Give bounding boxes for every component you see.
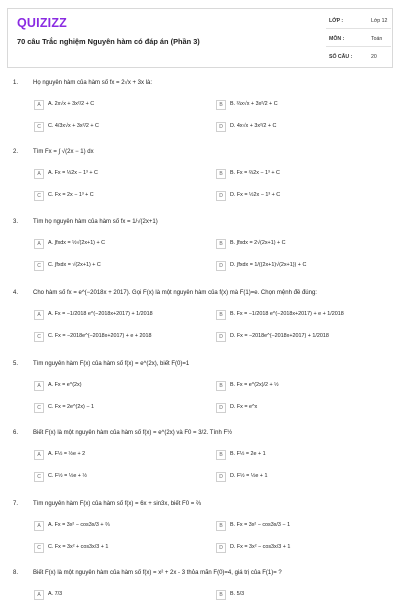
option-letter-box[interactable]: B (216, 521, 226, 531)
question-text: Cho hàm số fx = e^(−2018x + 2017). Gọi F(x) là một nguyên hàm của f(x) mà F(1)=e. Chọn mệnh đề đúng: (33, 290, 317, 296)
question-text: Tìm nguyên hàm F(x) của hàm số f(x) = e^(2x), biết F(0)=1 (33, 361, 190, 367)
answer-option-d[interactable] (216, 122, 386, 132)
answer-option-a[interactable] (34, 590, 204, 600)
option-text: B. Fx = e^(2x)/2 + ½ (230, 382, 279, 388)
option-letter-box[interactable]: A (34, 521, 44, 531)
option-letter-box[interactable]: D (216, 261, 226, 271)
option-letter-box[interactable]: A (34, 450, 44, 460)
option-text: B. Fx = 3x² − cos3x/3 − 1 (230, 522, 291, 528)
option-text: A. Fx = 3x² − cos3x/3 + ⅔ (48, 522, 110, 528)
answer-option-c[interactable] (34, 332, 204, 342)
option-text: D. F½ = ½e + 1 (230, 473, 268, 479)
option-text: C. Fx = 3x² + cos3x/3 + 1 (48, 544, 109, 550)
option-letter-box[interactable]: C (34, 472, 44, 482)
option-text: A. F½ = ½e + 2 (48, 451, 86, 457)
answer-option-a[interactable] (34, 381, 204, 391)
answer-option-d[interactable] (216, 332, 386, 342)
option-text: D. 4x√x + 3x²/2 + C (230, 123, 277, 129)
meta-value: Lớp 12 (371, 18, 388, 24)
question-text: Biết F(x) là một nguyên hàm của hàm số f(x) = e^(2x) và F0 = 3/2. Tính F½ (33, 430, 233, 436)
answer-option-d[interactable] (216, 472, 386, 482)
option-text: C. F½ = ½e + ½ (48, 473, 87, 479)
answer-option-d[interactable] (216, 403, 386, 413)
option-letter-box[interactable]: C (34, 332, 44, 342)
answer-option-a[interactable] (34, 239, 204, 249)
option-text: C. Fx = 2e^(2x) − 1 (48, 404, 94, 410)
answer-option-c[interactable] (34, 122, 204, 132)
answer-option-b[interactable] (216, 310, 386, 320)
answer-option-d[interactable] (216, 191, 386, 201)
option-text: D. Fx = ½2x − 1³ + C (230, 192, 281, 198)
option-text: D. ∫fxdx = 1/((2x+1)√(2x+1)) + C (230, 262, 307, 268)
option-letter-box[interactable]: C (34, 543, 44, 553)
option-letter-box[interactable]: D (216, 332, 226, 342)
answer-option-c[interactable] (34, 191, 204, 201)
option-letter-box[interactable]: D (216, 191, 226, 201)
option-text: C. Fx = −2018e^(−2018x+2017) + e + 2018 (48, 333, 152, 339)
answer-option-b[interactable] (216, 521, 386, 531)
question-number: 5. (13, 361, 19, 367)
answer-option-d[interactable] (216, 543, 386, 553)
option-text: A. ∫fxdx = ½√(2x+1) + C (48, 240, 106, 246)
option-letter-box[interactable]: B (216, 310, 226, 320)
meta-row-class (326, 11, 393, 29)
option-letter-box[interactable]: C (34, 191, 44, 201)
option-text: B. ∫fxdx = 2√(2x+1) + C (230, 240, 286, 246)
meta-value: 20 (371, 54, 377, 60)
question-text: Tìm Fx = ∫ √(2x − 1) dx (33, 149, 94, 155)
option-letter-box[interactable]: B (216, 239, 226, 249)
option-letter-box[interactable]: A (34, 590, 44, 600)
question-text: Tìm họ nguyên hàm của hàm số fx = 1/√(2x+1) (33, 219, 158, 225)
worksheet-header (7, 8, 393, 68)
option-text: A. 7/3 (48, 591, 63, 597)
option-text: B. Fx = ⅔2x − 1³ + C (230, 170, 280, 176)
question-text: Tìm nguyên hàm F(x) của hàm số f(x) = 6x + sin3x, biết F0 = ⅔ (33, 501, 201, 507)
option-text: B. Fx = −1/2018 e^(−2018x+2017) + e + 1/2018 (230, 311, 344, 317)
meta-label: MÔN : (329, 36, 345, 42)
option-letter-box[interactable]: A (34, 381, 44, 391)
option-letter-box[interactable]: B (216, 450, 226, 460)
option-text: D. Fx = e^x (230, 404, 258, 410)
question-number: 1. (13, 80, 19, 86)
option-text: B. 5/3 (230, 591, 245, 597)
option-letter-box[interactable]: C (34, 403, 44, 413)
option-text: B. ⅔x√x + 3x²/2 + C (230, 101, 278, 107)
question-number: 7. (13, 501, 19, 507)
quizizz-logo: QUIZIZZ (17, 16, 68, 30)
answer-option-a[interactable] (34, 450, 204, 460)
answer-option-d[interactable] (216, 261, 386, 271)
option-letter-box[interactable]: D (216, 543, 226, 553)
option-letter-box[interactable]: D (216, 122, 226, 132)
page-title: 70 câu Trắc nghiệm Nguyên hàm có đáp án (Phần 3) (17, 37, 200, 46)
option-letter-box[interactable]: D (216, 403, 226, 413)
answer-option-b[interactable] (216, 450, 386, 460)
option-letter-box[interactable]: A (34, 310, 44, 320)
option-letter-box[interactable]: A (34, 100, 44, 110)
answer-option-c[interactable] (34, 472, 204, 482)
meta-label: LỚP : (329, 18, 344, 24)
meta-row-count (326, 47, 393, 65)
worksheet-meta (326, 9, 393, 67)
meta-row-subject (326, 29, 393, 47)
option-letter-box[interactable]: B (216, 590, 226, 600)
option-text: C. Fx = 2x − 1³ + C (48, 192, 94, 198)
option-letter-box[interactable]: C (34, 122, 44, 132)
option-letter-box[interactable]: B (216, 100, 226, 110)
option-letter-box[interactable]: B (216, 381, 226, 391)
answer-option-b[interactable] (216, 239, 386, 249)
option-letter-box[interactable]: B (216, 169, 226, 179)
option-text: D. Fx = −2018e^(−2018x+2017) + 1/2018 (230, 333, 329, 339)
option-letter-box[interactable]: C (34, 261, 44, 271)
answer-option-a[interactable] (34, 169, 204, 179)
meta-value: Toán (371, 36, 383, 42)
answer-option-a[interactable] (34, 310, 204, 320)
answer-option-c[interactable] (34, 403, 204, 413)
question-number: 6. (13, 430, 19, 436)
answer-option-c[interactable] (34, 261, 204, 271)
answer-option-a[interactable] (34, 100, 204, 110)
answer-option-b[interactable] (216, 590, 386, 600)
option-text: A. Fx = ⅓2x − 1³ + C (48, 170, 98, 176)
question-text: Họ nguyên hàm của hàm số fx = 2√x + 3x là: (33, 80, 153, 86)
meta-label: SỐ CÂU : (329, 54, 353, 60)
question-number: 8. (13, 570, 19, 576)
option-text: A. Fx = e^(2x) (48, 382, 82, 388)
answer-option-b[interactable] (216, 100, 386, 110)
option-letter-box[interactable]: D (216, 472, 226, 482)
option-text: C. 4/3x√x + 3x²/2 + C (48, 123, 99, 129)
answer-option-b[interactable] (216, 381, 386, 391)
answer-option-c[interactable] (34, 543, 204, 553)
answer-option-b[interactable] (216, 169, 386, 179)
option-letter-box[interactable]: A (34, 239, 44, 249)
answer-option-a[interactable] (34, 521, 204, 531)
option-text: A. 2x√x + 3x²/2 + C (48, 101, 95, 107)
option-text: C. ∫fxdx = √(2x+1) + C (48, 262, 101, 268)
question-number: 2. (13, 149, 19, 155)
option-letter-box[interactable]: A (34, 169, 44, 179)
question-number: 4. (13, 290, 19, 296)
option-text: A. Fx = −1/2018 e^(−2018x+2017) + 1/2018 (48, 311, 153, 317)
question-number: 3. (13, 219, 19, 225)
option-text: D. Fx = 3x² − cos3x/3 + 1 (230, 544, 291, 550)
question-text: Biết F(x) là một nguyên hàm của hàm số f(x) = x² + 2x - 3 thỏa mãn F(0)=4, giá trị của F(1)= ? (33, 570, 282, 576)
option-text: B. F½ = 2e + 1 (230, 451, 266, 457)
